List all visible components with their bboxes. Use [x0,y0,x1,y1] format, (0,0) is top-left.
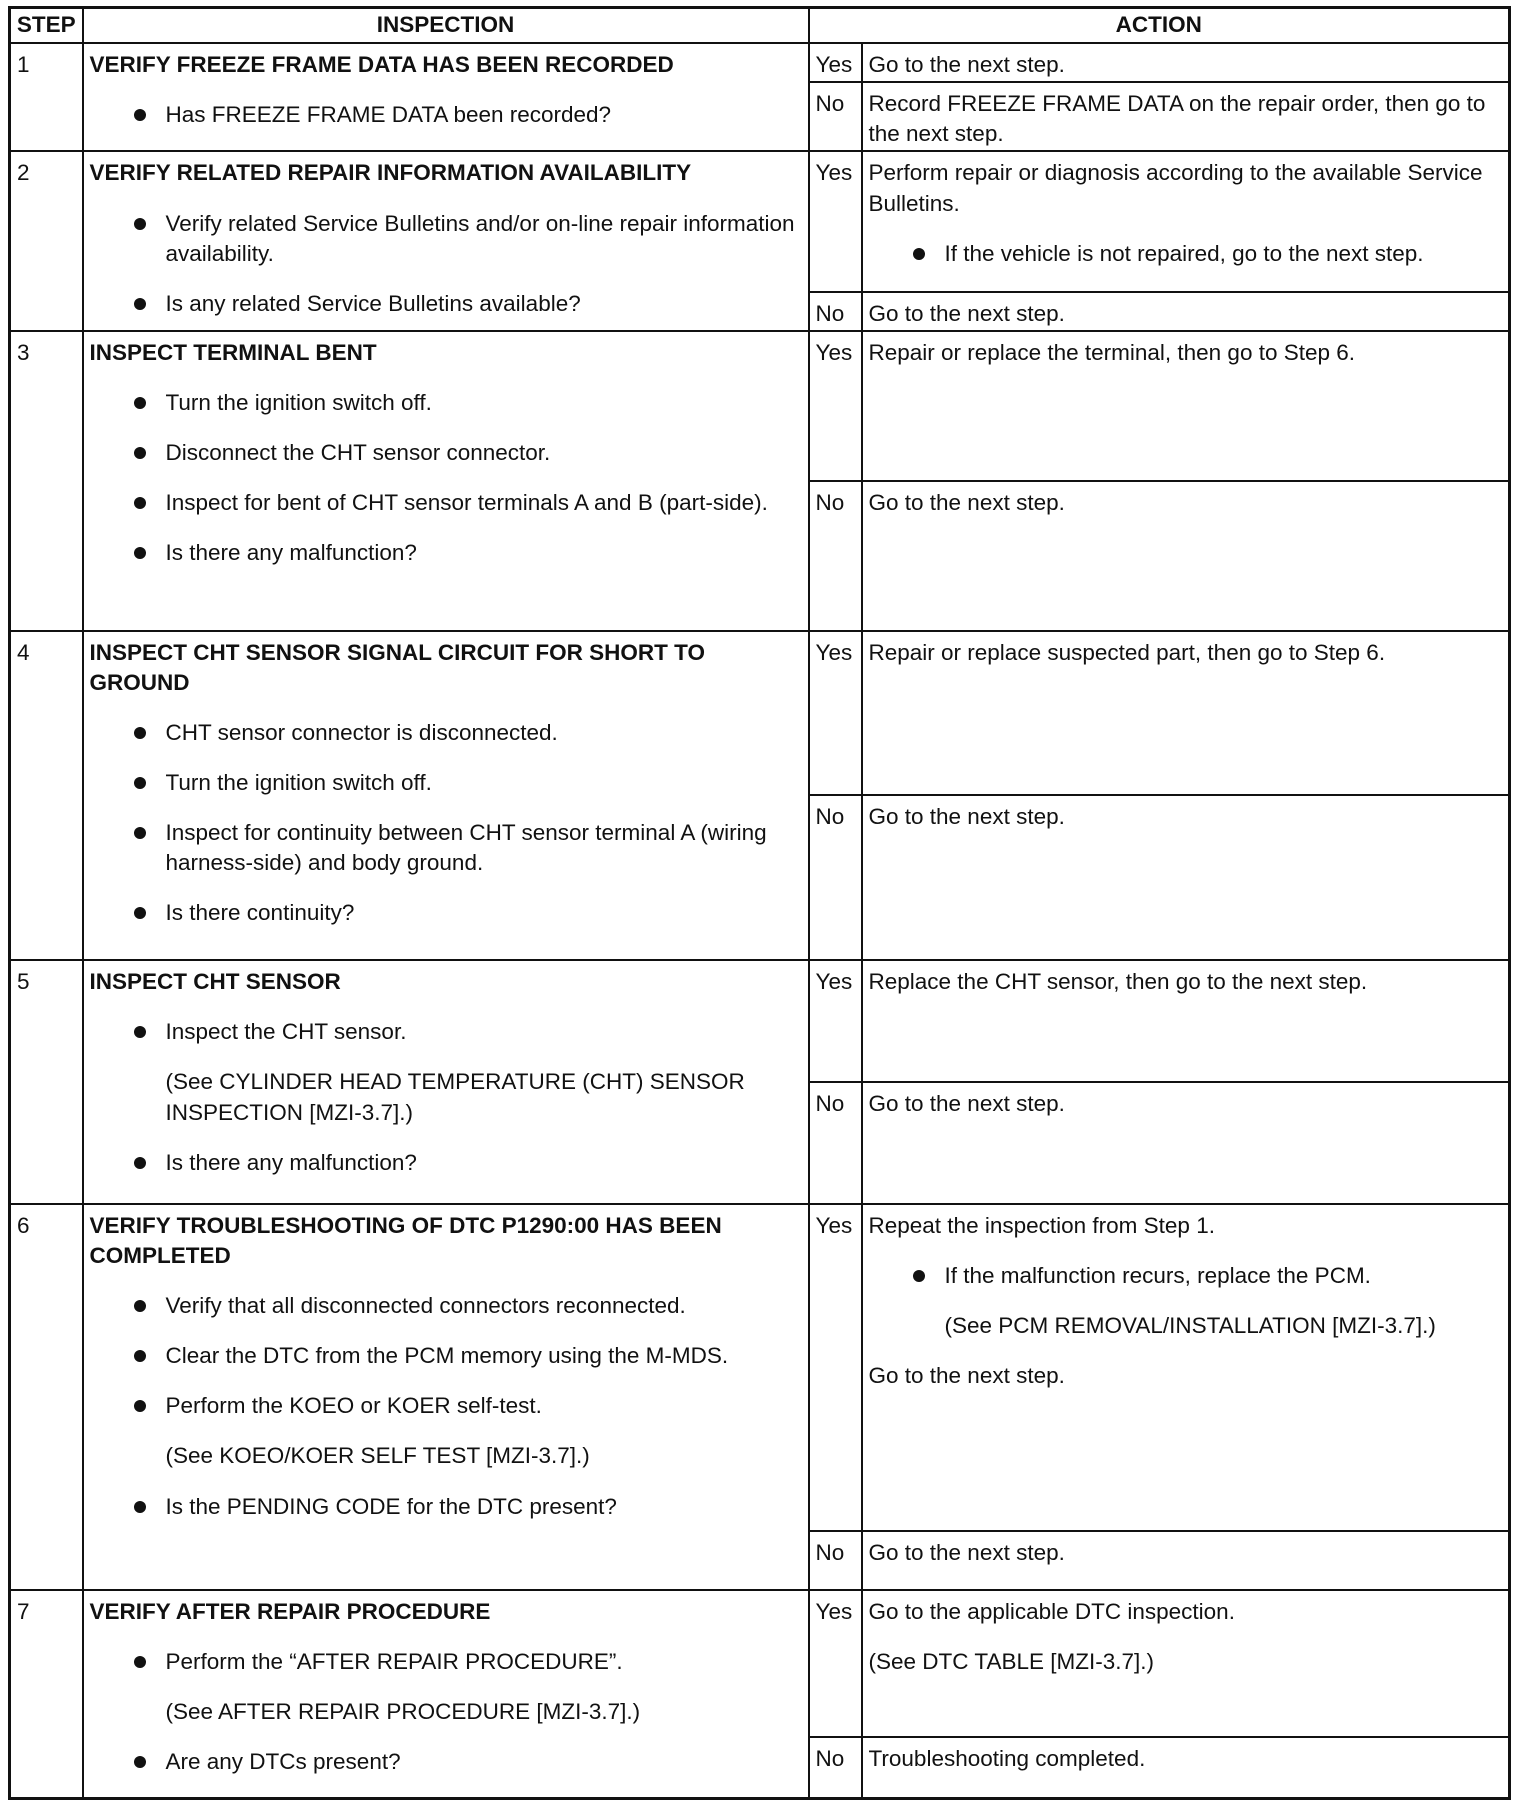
yes-label: Yes [809,960,862,1082]
inspection-item: Verify that all disconnected connectors reconnected. [90,1291,798,1321]
inspection-item: Turn the ignition switch off. [90,768,798,798]
inspection-cell [83,151,809,330]
yes-action-cell [862,151,1510,291]
no-label: No [809,82,862,152]
inspection-item: Verify related Service Bulletins and/or on-line repair information availability. [90,209,798,269]
step-number: 5 [10,960,83,1204]
inspection-cell [83,1204,809,1590]
inspection-item: Is there any malfunction? [90,1148,798,1178]
step-number: 6 [10,1204,83,1590]
no-label: No [809,1082,862,1204]
inspection-note: (See AFTER REPAIR PROCEDURE [MZI-3.7].) [165,1698,641,1724]
yes-label: Yes [809,1590,862,1737]
inspection-item: Clear the DTC from the PCM memory using the M-MDS. [90,1341,798,1371]
step-number: 3 [10,331,83,631]
no-action: Go to the next step. [862,292,1510,331]
no-action: Go to the next step. [862,1082,1510,1204]
no-action: Go to the next step. [862,481,1510,630]
inspection-item: Is there continuity? [90,898,798,928]
no-label: No [809,292,862,331]
inspection-cell [83,43,809,152]
header-inspection: INSPECTION [83,8,809,43]
yes-action-bullet: If the vehicle is not repaired, go to the next step. [869,239,1501,269]
yes-label: Yes [809,331,862,481]
inspection-item: Disconnect the CHT sensor connector. [90,438,798,468]
yes-action-cell [862,1590,1510,1737]
yes-action: Repeat the inspection from Step 1. [868,1212,1215,1238]
inspection-item: CHT sensor connector is disconnected. [90,718,798,748]
step-title: VERIFY RELATED REPAIR INFORMATION AVAILABILITY [89,160,692,186]
yes-action: Perform repair or diagnosis according to the available Service Bulletins. [868,160,1483,216]
step-title: VERIFY AFTER REPAIR PROCEDURE [89,1598,491,1624]
step-row-5 [10,960,1510,1082]
yes-action: Repair or replace suspected part, then go to Step 6. [862,631,1510,796]
yes-action-note: (See DTC TABLE [MZI-3.7].) [868,1648,1154,1674]
inspection-item: Perform the KOEO or KOER self-test. [90,1391,798,1421]
inspection-item: Inspect for continuity between CHT sensor terminal A (wiring harness-side) and body ground. [90,818,798,878]
step-title: INSPECT TERMINAL BENT [89,339,377,365]
step-title: INSPECT CHT SENSOR [89,969,341,995]
yes-action: Repair or replace the terminal, then go to Step 6. [862,331,1510,481]
inspection-item: Is any related Service Bulletins available? [90,289,798,319]
inspection-item: Is there any malfunction? [90,538,798,568]
no-action: Go to the next step. [862,795,1510,960]
inspection-item: Are any DTCs present? [90,1747,798,1777]
step-title: INSPECT CHT SENSOR SIGNAL CIRCUIT FOR SHORT TO GROUND [89,639,705,695]
no-label: No [809,481,862,630]
no-action: Record FREEZE FRAME DATA on the repair order, then go to the next step. [862,82,1510,152]
step-row-7 [10,1590,1510,1737]
step-number: 4 [10,631,83,961]
inspection-item: Inspect the CHT sensor. [90,1017,798,1047]
no-action: Troubleshooting completed. [862,1737,1510,1799]
inspection-cell [83,1590,809,1799]
header-action: ACTION [809,8,1510,43]
step-row-1 [10,43,1510,82]
inspection-item: Has FREEZE FRAME DATA been recorded? [90,100,798,130]
inspection-cell [83,331,809,631]
no-label: No [809,795,862,960]
step-row-4 [10,631,1510,796]
yes-action-cell [862,1204,1510,1532]
step-row-6 [10,1204,1510,1532]
no-action: Go to the next step. [862,1531,1510,1589]
step-row-2 [10,151,1510,291]
inspection-item: Is the PENDING CODE for the DTC present? [90,1492,798,1522]
inspection-item: Inspect for bent of CHT sensor terminals A and B (part-side). [90,488,798,518]
inspection-cell [83,631,809,961]
step-number: 2 [10,151,83,330]
header-row [10,8,1510,43]
step-number: 1 [10,43,83,152]
step-title: VERIFY FREEZE FRAME DATA HAS BEEN RECORDED [89,51,674,77]
inspection-note: (See CYLINDER HEAD TEMPERATURE (CHT) SENSOR INSPECTION [MZI-3.7].) [165,1069,745,1125]
step-row-3 [10,331,1510,481]
inspection-note: (See KOEO/KOER SELF TEST [MZI-3.7].) [165,1443,590,1469]
yes-action-note: (See PCM REMOVAL/INSTALLATION [MZI-3.7].) [944,1313,1436,1338]
inspection-item: Turn the ignition switch off. [90,388,798,418]
yes-action-bullet: If the malfunction recurs, replace the PCM. [869,1261,1501,1291]
yes-label: Yes [809,631,862,796]
yes-action-after: Go to the next step. [868,1363,1065,1389]
no-label: No [809,1737,862,1799]
inspection-item: Perform the “AFTER REPAIR PROCEDURE”. [90,1647,798,1677]
yes-action: Replace the CHT sensor, then go to the next step. [862,960,1510,1082]
step-number: 7 [10,1590,83,1799]
yes-label: Yes [809,43,862,82]
troubleshooting-table [8,6,1511,1800]
yes-label: Yes [809,151,862,291]
yes-action: Go to the applicable DTC inspection. [868,1598,1235,1624]
inspection-cell [83,960,809,1204]
step-title: VERIFY TROUBLESHOOTING OF DTC P1290:00 HAS BEEN COMPLETED [89,1212,722,1268]
no-label: No [809,1531,862,1589]
header-step: STEP [10,8,83,43]
yes-label: Yes [809,1204,862,1532]
yes-action: Go to the next step. [862,43,1510,82]
